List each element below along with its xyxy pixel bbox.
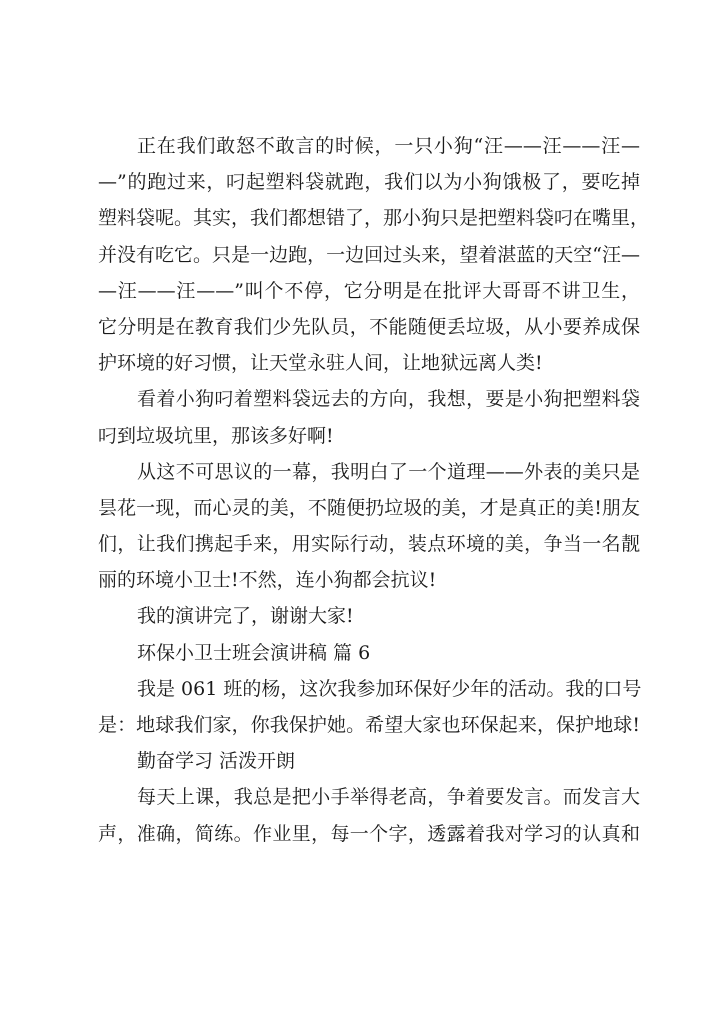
text-line: 是：地球我们家，你我保护她。希望大家也环保起来，保护地球! bbox=[98, 714, 640, 736]
subheading: 勤奋学习 活泼开朗 bbox=[137, 750, 296, 773]
section-heading: 环保小卫士班会演讲稿 篇 6 bbox=[137, 641, 371, 664]
text-line: 昙花一现，而心灵的美，不随便扔垃圾的美，才是真正的美!朋友 bbox=[98, 496, 640, 519]
text-line: 我的演讲完了，谢谢大家! bbox=[137, 605, 354, 628]
text-line: 每天上课，我总是把小手举得老高，争着要发言。而发言大 bbox=[137, 786, 640, 809]
text-line: 它分明是在教育我们少先队员，不能随便丢垃圾，从小要养成保 bbox=[98, 315, 640, 338]
text-line: —汪——汪——”叫个不停，它分明是在批评大哥哥不讲卫生， bbox=[98, 279, 640, 302]
text-line: 们，让我们携起手来，用实际行动，装点环境的美，争当一名靓 bbox=[98, 533, 640, 556]
text-line: 看着小狗叼着塑料袋远去的方向，我想，要是小狗把塑料袋 bbox=[137, 388, 640, 411]
text-line: 塑料袋呢。其实，我们都想错了，那小狗只是把塑料袋叼在嘴里， bbox=[98, 207, 650, 230]
text-line: 从这不可思议的一幕，我明白了一个道理——外表的美只是 bbox=[137, 460, 640, 483]
text-line: 我是 061 班的杨，这次我参加环保好少年的活动。我的口号 bbox=[137, 677, 642, 700]
text-line: 叼到垃圾坑里，那该多好啊! bbox=[98, 424, 334, 447]
text-line: 丽的环境小卫士!不然，连小狗都会抗议! bbox=[98, 569, 437, 592]
text-line: 护环境的好习惯，让天堂永驻人间，让地狱远离人类! bbox=[98, 352, 543, 375]
text-line: 正在我们敢怒不敢言的时候，一只小狗“汪——汪——汪— bbox=[137, 135, 640, 157]
text-line: —”的跑过来，叼起塑料袋就跑，我们以为小狗饿极了，要吃掉 bbox=[98, 171, 640, 194]
speech-text-body bbox=[98, 128, 650, 852]
text-line: 声，准确，简练。作业里，每一个字，透露着我对学习的认真和 bbox=[98, 822, 640, 845]
text-line: 并没有吃它。只是一边跑，一边回过头来，望着湛蓝的天空“汪— bbox=[98, 243, 640, 266]
